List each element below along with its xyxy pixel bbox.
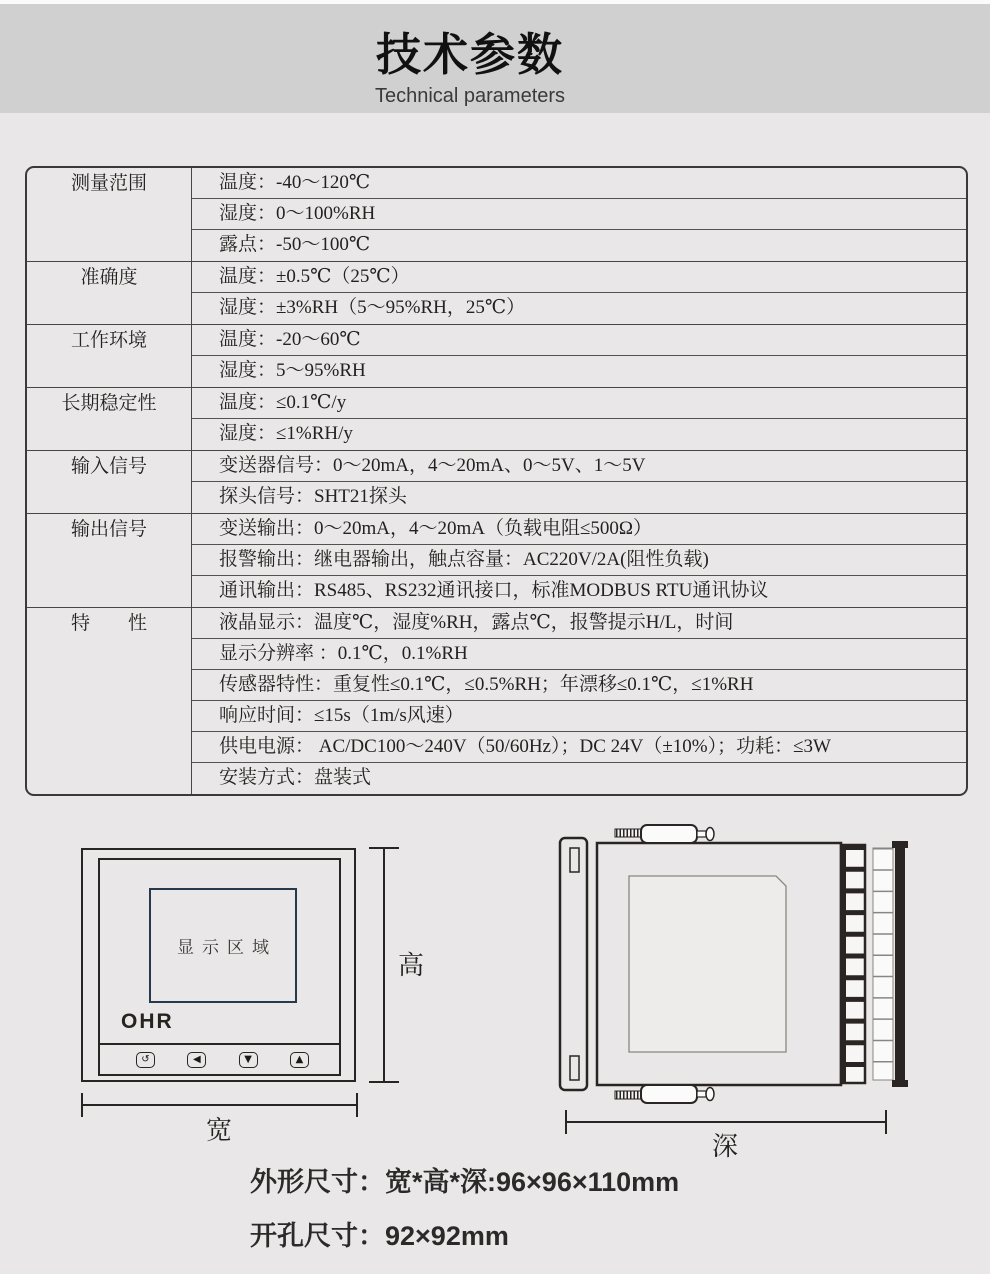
category-label: 准确度 — [80, 267, 138, 288]
height-dim-cap-top — [369, 847, 399, 849]
category-label: 输出信号 — [70, 519, 147, 540]
table-row: 探头信号：SHT21探头 — [219, 486, 407, 507]
table-row: 温度：≤0.1℃/y — [192, 388, 966, 419]
category-label: 工作环境 — [70, 330, 147, 351]
table-group-input-signal — [27, 451, 966, 514]
table-row: 响应时间：≤15s（1m/s风速） — [192, 701, 966, 732]
table-row: 温度：±0.5℃（25℃） — [192, 262, 966, 293]
display-area — [149, 888, 297, 1003]
front-view-drawing — [81, 848, 356, 1082]
table-row: 液晶显示：温度℃，湿度%RH，露点℃，报警提示H/L，时间 — [192, 608, 966, 639]
button-bar — [100, 1043, 339, 1074]
return-button-icon: ↺ — [136, 1052, 155, 1068]
table-row: 温度：-40～120℃ — [192, 168, 966, 199]
table-row: 显示分辨率 ：0.1℃，0.1%RH — [192, 639, 966, 670]
overall-dimensions-text: 外形尺寸：宽*高*深:96×96×110mm — [250, 1167, 680, 1197]
page-header — [0, 4, 990, 113]
table-group-accuracy — [27, 262, 966, 325]
left-arrow-button-icon: ◀ — [187, 1052, 206, 1068]
front-view-panel — [98, 858, 341, 1076]
category-label: 长期稳定性 — [61, 393, 157, 414]
height-dim-cap-bottom — [369, 1081, 399, 1083]
category-label: 特 性 — [70, 613, 147, 634]
table-row: 传感器特性：重复性≤0.1℃，≤0.5%RH；年漂移≤0.1℃，≤1%RH — [192, 670, 966, 701]
spec-table — [25, 166, 968, 796]
page-subtitle: Technical parameters — [374, 85, 566, 107]
width-label: 宽 — [206, 1116, 233, 1145]
width-dimension-line — [81, 1104, 358, 1106]
table-row: 报警输出：继电器输出，触点容量：AC220V/2A(阻性负载) — [192, 545, 966, 576]
table-row: 变送器信号：0～20mA，4～20mA、0～5V、1～5V — [192, 451, 966, 482]
depth-label: 深 — [712, 1132, 739, 1161]
height-label: 高 — [398, 951, 425, 980]
table-row: 供电电源： AC/DC100～240V（50/60Hz）；DC 24V（±10%）；功耗：≤3W — [192, 732, 966, 763]
down-arrow-button-icon: ▼ — [239, 1052, 258, 1068]
table-group-features — [27, 608, 966, 794]
up-arrow-button-icon: ▲ — [290, 1052, 309, 1068]
width-dim-cap-left — [81, 1093, 83, 1117]
table-row: 湿度：≤1%RH/y — [219, 423, 353, 444]
table-row: 湿度：0～100%RH — [192, 199, 966, 230]
table-group-stability — [27, 388, 966, 451]
table-group-output-signal — [27, 514, 966, 608]
table-row: 通讯输出：RS485、RS232通讯接口，标准MODBUS RTU通讯协议 — [219, 580, 769, 601]
table-row: 露点：-50～100℃ — [219, 234, 371, 255]
table-row: 湿度：5～95%RH — [219, 360, 366, 381]
category-label: 输入信号 — [70, 456, 147, 477]
page-title: 技术参数 — [375, 29, 564, 80]
table-group-measure-range — [27, 168, 966, 262]
table-row: 安装方式：盘装式 — [219, 767, 372, 788]
category-label: 测量范围 — [70, 173, 147, 194]
table-group-work-env — [27, 325, 966, 388]
side-view-drawing — [552, 820, 910, 1140]
table-row: 变送输出：0～20mA，4～20mA（负载电阻≤500Ω） — [192, 514, 966, 545]
display-area-label: 显示区域 — [177, 938, 277, 957]
cutout-dimensions-text: 开孔尺寸：92×92mm — [250, 1221, 509, 1251]
table-row: 温度：-20～60℃ — [192, 325, 966, 356]
brand-logo: OHR — [121, 1010, 174, 1033]
width-dim-cap-right — [356, 1093, 358, 1117]
height-dimension-line — [383, 848, 385, 1082]
table-row: 湿度：±3%RH（5～95%RH，25℃） — [219, 297, 526, 318]
